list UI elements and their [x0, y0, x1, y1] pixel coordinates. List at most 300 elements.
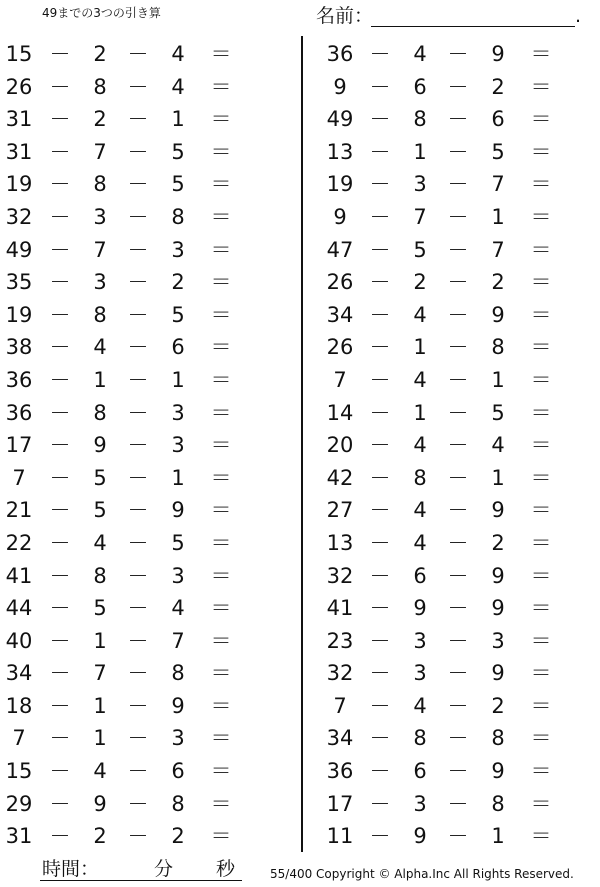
minuend: 32 — [326, 563, 354, 588]
minus-sign: － — [369, 335, 391, 360]
subtrahend-2: 2 — [171, 824, 185, 849]
subtrahend-1: 8 — [413, 107, 427, 132]
subtrahend-1: 4 — [93, 335, 107, 360]
subtrahend-1: 9 — [413, 596, 427, 621]
name-label: 名前： — [316, 5, 374, 27]
minus-sign: － — [49, 693, 71, 718]
equals-sign: ＝ — [530, 563, 552, 588]
equals-sign: ＝ — [210, 726, 232, 751]
equals-sign: ＝ — [530, 465, 552, 490]
minuend: 41 — [5, 563, 33, 588]
subtrahend-1: 5 — [93, 465, 107, 490]
subtrahend-2: 1 — [491, 367, 505, 392]
equals-sign: ＝ — [210, 335, 232, 360]
minuend: 36 — [5, 400, 33, 425]
minus-sign: － — [447, 107, 469, 132]
minus-sign: － — [127, 824, 149, 849]
subtrahend-2: 9 — [491, 596, 505, 621]
minus-sign: － — [127, 335, 149, 360]
subtrahend-2: 1 — [171, 465, 185, 490]
minus-sign: － — [49, 824, 71, 849]
minus-sign: － — [369, 693, 391, 718]
minus-sign: － — [49, 563, 71, 588]
minus-sign: － — [127, 465, 149, 490]
problem-row — [320, 299, 560, 332]
minus-sign: － — [369, 107, 391, 132]
minuend: 19 — [326, 172, 354, 197]
subtrahend-1: 1 — [93, 628, 107, 653]
subtrahend-1: 4 — [413, 367, 427, 392]
minus-sign: － — [49, 204, 71, 229]
subtrahend-2: 6 — [171, 335, 185, 360]
minus-sign: － — [369, 530, 391, 555]
subtrahend-1: 8 — [413, 465, 427, 490]
problem-row — [0, 136, 240, 169]
problem-column-right — [320, 38, 560, 853]
subtrahend-1: 8 — [93, 74, 107, 99]
subtrahend-1: 8 — [413, 726, 427, 751]
subtrahend-1: 2 — [93, 107, 107, 132]
problem-row — [0, 201, 240, 234]
problem-row — [320, 397, 560, 430]
equals-sign: ＝ — [530, 335, 552, 360]
minus-sign: － — [369, 367, 391, 392]
equals-sign: ＝ — [530, 42, 552, 66]
problem-row — [320, 201, 560, 234]
equals-sign: ＝ — [210, 628, 232, 653]
subtrahend-1: 7 — [93, 237, 107, 262]
minus-sign: － — [127, 596, 149, 621]
subtrahend-2: 3 — [171, 726, 185, 751]
equals-sign: ＝ — [210, 74, 232, 99]
equals-sign: ＝ — [530, 433, 552, 458]
subtrahend-2: 6 — [171, 759, 185, 784]
minus-sign: － — [447, 693, 469, 718]
equals-sign: ＝ — [530, 139, 552, 164]
equals-sign: ＝ — [210, 302, 232, 327]
subtrahend-1: 2 — [93, 824, 107, 849]
minus-sign: － — [447, 726, 469, 751]
minus-sign: － — [369, 74, 391, 99]
minus-sign: － — [127, 42, 149, 66]
minus-sign: － — [49, 237, 71, 262]
equals-sign: ＝ — [530, 237, 552, 262]
equals-sign: ＝ — [530, 628, 552, 653]
problem-row — [320, 38, 560, 71]
subtrahend-2: 7 — [171, 628, 185, 653]
subtrahend-2: 8 — [491, 791, 505, 816]
problem-row — [320, 136, 560, 169]
minus-sign: － — [127, 530, 149, 555]
minus-sign: － — [447, 204, 469, 229]
subtrahend-1: 2 — [413, 270, 427, 295]
minus-sign: － — [447, 465, 469, 490]
problem-row — [0, 690, 240, 723]
subtrahend-1: 5 — [93, 596, 107, 621]
minus-sign: － — [49, 172, 71, 197]
problem-row — [320, 690, 560, 723]
minuend: 9 — [333, 204, 347, 229]
subtrahend-2: 1 — [491, 824, 505, 849]
subtrahend-1: 9 — [93, 791, 107, 816]
minus-sign: － — [369, 400, 391, 425]
minuend: 22 — [5, 530, 33, 555]
problem-row — [320, 364, 560, 397]
subtrahend-1: 9 — [413, 824, 427, 849]
name-underline[interactable] — [371, 26, 575, 27]
minus-sign: － — [447, 302, 469, 327]
subtrahend-1: 3 — [413, 628, 427, 653]
subtrahend-2: 3 — [171, 433, 185, 458]
subtrahend-1: 5 — [413, 237, 427, 262]
minuend: 20 — [326, 433, 354, 458]
minus-sign: － — [127, 139, 149, 164]
name-period: . — [575, 5, 582, 27]
equals-sign: ＝ — [530, 400, 552, 425]
minus-sign: － — [49, 465, 71, 490]
minus-sign: － — [49, 759, 71, 784]
minus-sign: － — [127, 498, 149, 523]
minus-sign: － — [447, 367, 469, 392]
subtrahend-1: 3 — [93, 204, 107, 229]
minus-sign: － — [447, 791, 469, 816]
equals-sign: ＝ — [210, 465, 232, 490]
problem-row — [320, 494, 560, 527]
minuend: 11 — [326, 824, 354, 849]
problem-row — [0, 722, 240, 755]
minuend: 15 — [5, 42, 33, 66]
minuend: 15 — [5, 759, 33, 784]
subtrahend-2: 7 — [491, 172, 505, 197]
subtrahend-2: 4 — [171, 42, 185, 66]
subtrahend-1: 3 — [413, 791, 427, 816]
equals-sign: ＝ — [210, 498, 232, 523]
page-number: 55/400 — [270, 867, 313, 881]
minuend: 40 — [5, 628, 33, 653]
subtrahend-1: 8 — [93, 563, 107, 588]
minuend: 29 — [5, 791, 33, 816]
problem-row — [320, 755, 560, 788]
equals-sign: ＝ — [210, 693, 232, 718]
minus-sign: － — [447, 596, 469, 621]
minus-sign: － — [447, 759, 469, 784]
equals-sign: ＝ — [210, 433, 232, 458]
minuend: 47 — [326, 237, 354, 262]
subtrahend-2: 8 — [171, 661, 185, 686]
problem-row — [320, 429, 560, 462]
minus-sign: － — [369, 302, 391, 327]
minuend: 14 — [326, 400, 354, 425]
subtrahend-2: 8 — [171, 204, 185, 229]
subtrahend-1: 4 — [413, 302, 427, 327]
minus-sign: － — [49, 107, 71, 132]
minus-sign: － — [369, 465, 391, 490]
subtrahend-2: 2 — [491, 530, 505, 555]
minuend: 34 — [5, 661, 33, 686]
minus-sign: － — [447, 237, 469, 262]
minuend: 9 — [333, 74, 347, 99]
minus-sign: － — [447, 661, 469, 686]
equals-sign: ＝ — [210, 42, 232, 66]
equals-sign: ＝ — [530, 204, 552, 229]
minus-sign: － — [49, 42, 71, 66]
problem-row — [0, 592, 240, 625]
subtrahend-1: 2 — [93, 42, 107, 66]
subtrahend-2: 4 — [171, 74, 185, 99]
subtrahend-2: 2 — [491, 74, 505, 99]
subtrahend-1: 3 — [413, 661, 427, 686]
subtrahend-2: 3 — [171, 400, 185, 425]
problem-row — [0, 331, 240, 364]
minus-sign: － — [369, 42, 391, 66]
subtrahend-2: 9 — [491, 563, 505, 588]
equals-sign: ＝ — [210, 824, 232, 849]
equals-sign: ＝ — [210, 661, 232, 686]
equals-sign: ＝ — [530, 791, 552, 816]
minuend: 17 — [326, 791, 354, 816]
problem-row — [0, 625, 240, 658]
minus-sign: － — [127, 661, 149, 686]
minus-sign: － — [49, 270, 71, 295]
subtrahend-1: 8 — [93, 302, 107, 327]
subtrahend-1: 1 — [413, 335, 427, 360]
minus-sign: － — [49, 400, 71, 425]
minus-sign: － — [127, 367, 149, 392]
minus-sign: － — [369, 563, 391, 588]
minuend: 31 — [5, 824, 33, 849]
minus-sign: － — [447, 824, 469, 849]
subtrahend-2: 4 — [491, 433, 505, 458]
minus-sign: － — [49, 433, 71, 458]
subtrahend-1: 6 — [413, 563, 427, 588]
equals-sign: ＝ — [530, 74, 552, 99]
minuend: 35 — [5, 270, 33, 295]
problem-row — [0, 168, 240, 201]
subtrahend-1: 5 — [93, 498, 107, 523]
equals-sign: ＝ — [530, 107, 552, 132]
minus-sign: － — [369, 824, 391, 849]
equals-sign: ＝ — [210, 204, 232, 229]
minus-sign: － — [369, 172, 391, 197]
minus-sign: － — [447, 42, 469, 66]
minus-sign: － — [369, 726, 391, 751]
problem-column-left — [0, 38, 240, 853]
problem-row — [0, 788, 240, 821]
minus-sign: － — [127, 74, 149, 99]
subtrahend-1: 1 — [93, 726, 107, 751]
subtrahend-2: 4 — [171, 596, 185, 621]
minus-sign: － — [127, 693, 149, 718]
minuend: 7 — [333, 693, 347, 718]
minus-sign: － — [447, 498, 469, 523]
problem-row — [320, 560, 560, 593]
subtrahend-2: 8 — [491, 335, 505, 360]
subtrahend-2: 5 — [171, 530, 185, 555]
subtrahend-2: 2 — [491, 693, 505, 718]
equals-sign: ＝ — [210, 172, 232, 197]
subtrahend-1: 4 — [413, 42, 427, 66]
minuend: 26 — [326, 335, 354, 360]
subtrahend-2: 5 — [171, 139, 185, 164]
minuend: 49 — [5, 237, 33, 262]
subtrahend-2: 6 — [491, 107, 505, 132]
time-record — [40, 857, 242, 883]
minus-sign: － — [49, 498, 71, 523]
minus-sign: － — [369, 628, 391, 653]
minus-sign: － — [49, 596, 71, 621]
subtrahend-2: 7 — [491, 237, 505, 262]
minuend: 44 — [5, 596, 33, 621]
subtrahend-2: 1 — [171, 107, 185, 132]
equals-sign: ＝ — [530, 824, 552, 849]
problem-row — [0, 527, 240, 560]
problem-row — [0, 494, 240, 527]
minus-sign: － — [447, 335, 469, 360]
subtrahend-1: 9 — [93, 433, 107, 458]
problem-row — [320, 592, 560, 625]
problem-row — [0, 429, 240, 462]
minus-sign: － — [49, 661, 71, 686]
minus-sign: － — [127, 400, 149, 425]
minuend: 7 — [12, 465, 26, 490]
minus-sign: － — [447, 628, 469, 653]
equals-sign: ＝ — [530, 661, 552, 686]
subtrahend-2: 5 — [171, 172, 185, 197]
minus-sign: － — [127, 270, 149, 295]
equals-sign: ＝ — [530, 759, 552, 784]
column-divider — [301, 36, 303, 852]
minus-sign: － — [127, 302, 149, 327]
problem-row — [0, 657, 240, 690]
equals-sign: ＝ — [210, 107, 232, 132]
minus-sign: － — [127, 237, 149, 262]
minus-sign: － — [127, 791, 149, 816]
problem-row — [320, 625, 560, 658]
subtrahend-1: 7 — [93, 139, 107, 164]
minus-sign: － — [49, 139, 71, 164]
minus-sign: － — [49, 726, 71, 751]
minuend: 13 — [326, 530, 354, 555]
equals-sign: ＝ — [210, 367, 232, 392]
subtrahend-2: 1 — [491, 204, 505, 229]
minuend: 17 — [5, 433, 33, 458]
subtrahend-1: 1 — [93, 693, 107, 718]
minuend: 32 — [326, 661, 354, 686]
minus-sign: － — [127, 204, 149, 229]
minuend: 19 — [5, 302, 33, 327]
minus-sign: － — [447, 433, 469, 458]
minus-sign: － — [49, 302, 71, 327]
problem-row — [0, 103, 240, 136]
subtrahend-2: 9 — [491, 498, 505, 523]
equals-sign: ＝ — [530, 172, 552, 197]
minuend: 27 — [326, 498, 354, 523]
minuend: 34 — [326, 302, 354, 327]
minuend: 34 — [326, 726, 354, 751]
equals-sign: ＝ — [210, 596, 232, 621]
minutes-label: 分 — [154, 858, 174, 880]
subtrahend-2: 1 — [171, 367, 185, 392]
equals-sign: ＝ — [210, 791, 232, 816]
equals-sign: ＝ — [530, 367, 552, 392]
problem-row — [320, 820, 560, 853]
minuend: 13 — [326, 139, 354, 164]
minuend: 26 — [5, 74, 33, 99]
minus-sign: － — [127, 628, 149, 653]
problem-row — [0, 820, 240, 853]
subtrahend-1: 4 — [413, 498, 427, 523]
minus-sign: － — [369, 661, 391, 686]
footer-info — [270, 866, 574, 882]
subtrahend-2: 9 — [171, 498, 185, 523]
subtrahend-2: 3 — [171, 563, 185, 588]
minus-sign: － — [127, 107, 149, 132]
problem-row — [320, 71, 560, 104]
minuend: 38 — [5, 335, 33, 360]
subtrahend-1: 4 — [93, 530, 107, 555]
problem-row — [320, 266, 560, 299]
problem-row — [320, 168, 560, 201]
problem-row — [0, 755, 240, 788]
subtrahend-2: 3 — [171, 237, 185, 262]
minuend: 26 — [326, 270, 354, 295]
subtrahend-1: 4 — [413, 693, 427, 718]
equals-sign: ＝ — [530, 498, 552, 523]
name-field[interactable] — [316, 4, 582, 28]
minus-sign: － — [49, 367, 71, 392]
subtrahend-2: 5 — [491, 139, 505, 164]
problem-row — [320, 331, 560, 364]
subtrahend-1: 4 — [413, 433, 427, 458]
minus-sign: － — [447, 563, 469, 588]
time-label: 時間： — [42, 858, 100, 880]
copyright-text: Copyright © Alpha.Inc All Rights Reserved. — [316, 867, 574, 881]
problem-row — [0, 266, 240, 299]
problem-row — [320, 234, 560, 267]
problem-row — [320, 788, 560, 821]
subtrahend-2: 2 — [491, 270, 505, 295]
minus-sign: － — [447, 400, 469, 425]
subtrahend-2: 9 — [491, 661, 505, 686]
minuend: 36 — [326, 42, 354, 66]
subtrahend-2: 8 — [171, 791, 185, 816]
minuend: 21 — [5, 498, 33, 523]
minus-sign: － — [369, 139, 391, 164]
equals-sign: ＝ — [530, 302, 552, 327]
minuend: 7 — [12, 726, 26, 751]
minus-sign: － — [49, 74, 71, 99]
minus-sign: － — [447, 172, 469, 197]
minus-sign: － — [369, 270, 391, 295]
subtrahend-1: 1 — [413, 139, 427, 164]
minus-sign: － — [127, 726, 149, 751]
minuend: 31 — [5, 107, 33, 132]
problem-row — [320, 103, 560, 136]
subtrahend-1: 1 — [93, 367, 107, 392]
subtrahend-2: 9 — [491, 302, 505, 327]
equals-sign: ＝ — [530, 596, 552, 621]
seconds-label: 秒 — [216, 858, 236, 880]
minus-sign: － — [447, 139, 469, 164]
problem-row — [0, 71, 240, 104]
minus-sign: － — [447, 530, 469, 555]
subtrahend-1: 7 — [413, 204, 427, 229]
equals-sign: ＝ — [210, 563, 232, 588]
subtrahend-2: 9 — [171, 693, 185, 718]
problem-row — [0, 38, 240, 71]
problem-row — [320, 527, 560, 560]
problem-row — [320, 657, 560, 690]
